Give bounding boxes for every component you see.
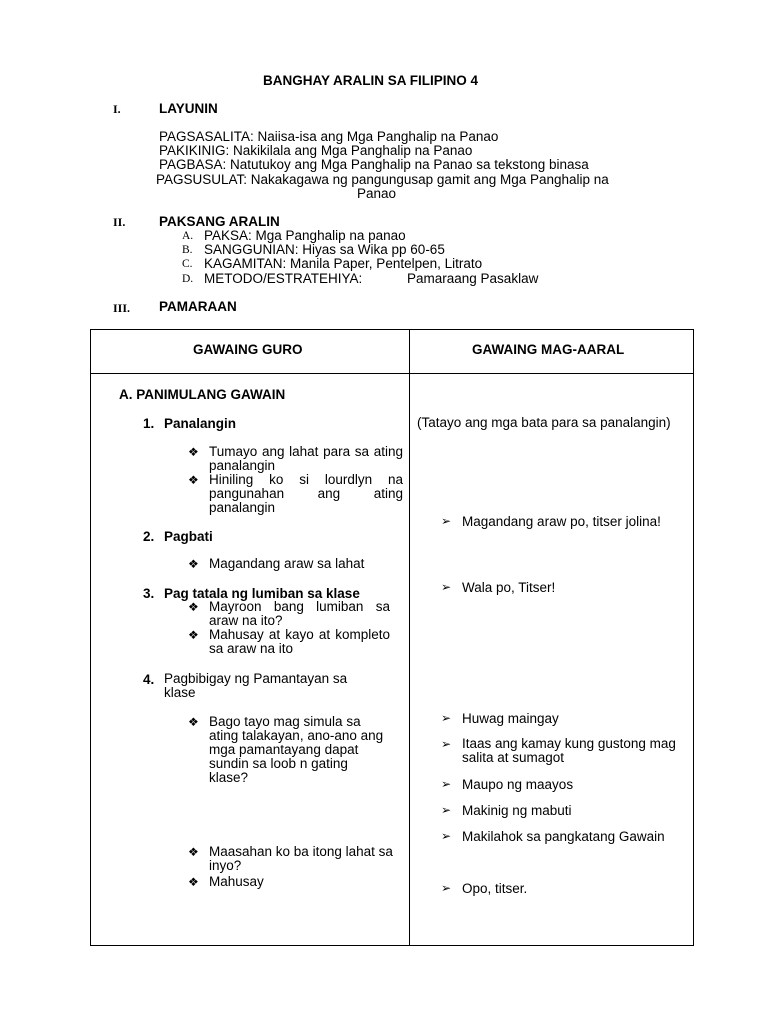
student-item-raise-hand: Itaas ang kamay kung gustong mag salita at sumagot [462, 736, 676, 765]
arrowhead-bullet-icon: ➢ [441, 829, 452, 843]
teacher-item-lead-prayer: Hiniling ko si lourdlyn na pangunahan ang ating panalangin [209, 472, 403, 515]
topic-letter-b: B. [182, 244, 193, 256]
teacher-item-greeting: Magandang araw sa lahat [209, 556, 365, 571]
objective-writing-cont: Panao [357, 186, 397, 201]
student-item-no-absent: Wala po, Titser! [462, 580, 556, 595]
step-greeting-label: Pagbati [164, 529, 213, 544]
step-2-number: 2. [143, 529, 155, 544]
step-attendance-label: Pag tatala ng lumiban sa klase [164, 586, 360, 601]
procedure-table [90, 329, 694, 946]
teacher-item-complete: Mahusay at kayo at kompleto sa araw na ito [209, 627, 390, 656]
topic-subject: PAKSA: Mga Panghalip na panao [204, 228, 406, 243]
topic-method-value: Pamaraang Pasaklaw [407, 271, 539, 286]
student-prayer-note: (Tatayo ang mga bata para sa panalangin) [417, 415, 671, 430]
arrowhead-bullet-icon: ➢ [441, 737, 452, 751]
step-rules-label: Pagbibigay ng Pamantayan sa klase [164, 671, 348, 700]
topic-letter-c: C. [182, 258, 193, 270]
objective-speaking: PAGSASALITA: Naiisa-isa ang Mga Panghalip na Panao [159, 129, 499, 144]
section-a-heading: A. PANIMULANG GAWAIN [119, 387, 286, 402]
four-diamond-bullet-icon: ❖ [188, 557, 199, 571]
student-item-no-noise: Huwag maingay [462, 711, 559, 726]
document-title: BANGHAY ARALIN SA FILIPINO 4 [263, 73, 479, 88]
section-iii-number: III. [113, 301, 131, 315]
arrowhead-bullet-icon: ➢ [441, 580, 452, 594]
topic-reference: SANGGUNIAN: Hiyas sa Wika pp 60-65 [204, 242, 445, 257]
header-divider [91, 373, 693, 374]
header-teacher-activity: GAWAING GURO [193, 342, 303, 357]
student-item-listen: Makinig ng mabuti [462, 803, 572, 818]
objective-writing: PAGSUSULAT: Nakakagawa ng pangungusap gamit ang Mga Panghalip na [156, 172, 609, 187]
four-diamond-bullet-icon: ❖ [188, 600, 199, 614]
step-3-number: 3. [143, 586, 155, 601]
section-ii-number: II. [113, 215, 126, 229]
arrowhead-bullet-icon: ➢ [441, 881, 452, 895]
topic-letter-d: D. [182, 273, 194, 285]
teacher-item-absent-question: Mayroon bang lumiban sa araw na ito? [209, 599, 390, 628]
step-1-number: 1. [143, 416, 155, 431]
step-4-number: 4. [143, 672, 155, 687]
student-item-yes: Opo, titser. [462, 881, 528, 896]
teacher-item-good-job: Mahusay [209, 874, 264, 889]
section-ii-heading: PAKSANG ARALIN [159, 214, 280, 229]
section-i-number: I. [113, 102, 121, 116]
student-item-greeting: Magandang araw po, titser jolina! [462, 514, 661, 529]
four-diamond-bullet-icon: ❖ [188, 845, 199, 859]
four-diamond-bullet-icon: ❖ [188, 715, 199, 729]
topic-letter-a: A. [182, 230, 194, 242]
student-item-sit-properly: Maupo ng maayos [462, 777, 574, 792]
four-diamond-bullet-icon: ❖ [188, 628, 199, 642]
four-diamond-bullet-icon: ❖ [188, 445, 199, 459]
topic-materials: KAGAMITAN: Manila Paper, Pentelpen, Litrato [204, 256, 483, 271]
teacher-item-stand: Tumayo ang lahat para sa ating panalangin [209, 444, 403, 473]
step-prayer-label: Panalangin [164, 416, 237, 431]
arrowhead-bullet-icon: ➢ [441, 803, 452, 817]
section-iii-heading: PAMARAAN [159, 299, 237, 314]
arrowhead-bullet-icon: ➢ [441, 777, 452, 791]
arrowhead-bullet-icon: ➢ [441, 711, 452, 725]
topic-method: METODO/ESTRATEHIYA: [204, 271, 363, 286]
teacher-item-rules-question: Bago tayo mag simula sa ating talakayan, ano-ano ang mga pamantayang dapat sundin sa loob n gating klase? [209, 714, 384, 785]
four-diamond-bullet-icon: ❖ [188, 473, 199, 487]
column-divider [409, 330, 410, 945]
four-diamond-bullet-icon: ❖ [188, 875, 199, 889]
section-i-heading: LAYUNIN [159, 101, 218, 116]
header-student-activity: GAWAING MAG-AARAL [472, 342, 625, 357]
student-item-participate: Makilahok sa pangkatang Gawain [462, 829, 665, 844]
objective-reading: PAGBASA: Natutukoy ang Mga Panghalip na Panao sa tekstong binasa [159, 157, 589, 172]
objective-listening: PAKIKINIG: Nakikilala ang Mga Panghalip na Panao [159, 143, 473, 158]
teacher-item-rely-question: Maasahan ko ba itong lahat sa inyo? [209, 844, 393, 873]
arrowhead-bullet-icon: ➢ [441, 514, 452, 528]
